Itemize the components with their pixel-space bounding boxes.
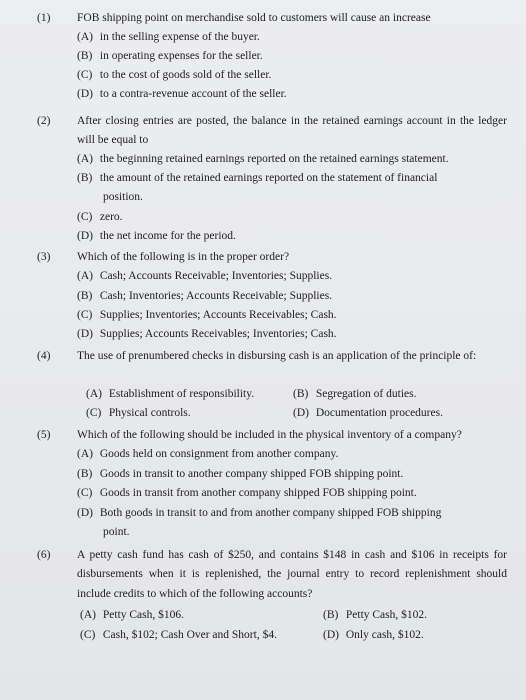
option-b: (B) Goods in transit to another company shipped FOB shipping point. bbox=[77, 468, 404, 480]
option-a: (A) Establishment of responsibility. bbox=[86, 388, 255, 400]
option-d: (D) Supplies; Accounts Receivables; Inventories; Cash. bbox=[77, 328, 337, 340]
option-b: (B) the amount of the retained earnings reported on the statement of financial bbox=[77, 172, 438, 184]
option-c: (C) Physical controls. bbox=[86, 407, 191, 419]
question-stem: Which of the following should be included in the physical inventory of a company? bbox=[77, 429, 462, 441]
option-a: (A) Goods held on consignment from another company. bbox=[77, 448, 339, 460]
option-d: (D) Documentation procedures. bbox=[293, 407, 443, 419]
question-stem: After closing entries are posted, the balance in the retained earnings account in the ledger will be equal to bbox=[77, 115, 507, 147]
question-number: (4) bbox=[37, 350, 51, 362]
option-d: (D) the net income for the period. bbox=[77, 230, 236, 242]
option-d-continuation: point. bbox=[103, 526, 130, 538]
option-c: (C) Supplies; Inventories; Accounts Receivables; Cash. bbox=[77, 309, 337, 321]
question-number: (1) bbox=[37, 12, 51, 24]
question-number: (5) bbox=[37, 429, 51, 441]
option-a: (A) the beginning retained earnings reported on the retained earnings statement. bbox=[77, 153, 449, 165]
question-number: (3) bbox=[37, 251, 51, 263]
option-a: (A) Petty Cash, $106. bbox=[80, 609, 185, 621]
question-stem: The use of prenumbered checks in disbursing cash is an application of the principle of: bbox=[77, 350, 477, 362]
option-d: (D) Only cash, $102. bbox=[323, 629, 424, 641]
question-stem: Which of the following is in the proper order? bbox=[77, 251, 290, 263]
option-a: (A) in the selling expense of the buyer. bbox=[77, 31, 260, 43]
option-b: (B) in operating expenses for the seller. bbox=[77, 50, 263, 62]
question-stem: FOB shipping point on merchandise sold to customers will cause an increase bbox=[77, 12, 431, 24]
question-number: (6) bbox=[37, 549, 51, 561]
option-c: (C) to the cost of goods sold of the seller. bbox=[77, 69, 272, 81]
option-a: (A) Cash; Accounts Receivable; Inventories; Supplies. bbox=[77, 270, 333, 282]
option-c: (C) Goods in transit from another company shipped FOB shipping point. bbox=[77, 487, 417, 499]
option-b: (B) Petty Cash, $102. bbox=[323, 609, 428, 621]
option-c: (C) Cash, $102; Cash Over and Short, $4. bbox=[80, 629, 277, 641]
option-b: (B) Cash; Inventories; Accounts Receivable; Supplies. bbox=[77, 290, 333, 302]
option-b: (B) Segregation of duties. bbox=[293, 388, 417, 400]
question-number: (2) bbox=[37, 115, 51, 127]
option-d: (D) to a contra-revenue account of the seller. bbox=[77, 88, 287, 100]
option-c: (C) zero. bbox=[77, 211, 123, 223]
option-d: (D) Both goods in transit to and from another company shipped FOB shipping bbox=[77, 507, 442, 519]
option-b-continuation: position. bbox=[103, 191, 143, 203]
question-stem: A petty cash fund has cash of $250, and contains $148 in cash and $106 in receipts for disbursements when it is replenished, the journal entry to record replenishment should include credits to which of the following accounts? bbox=[77, 549, 507, 600]
